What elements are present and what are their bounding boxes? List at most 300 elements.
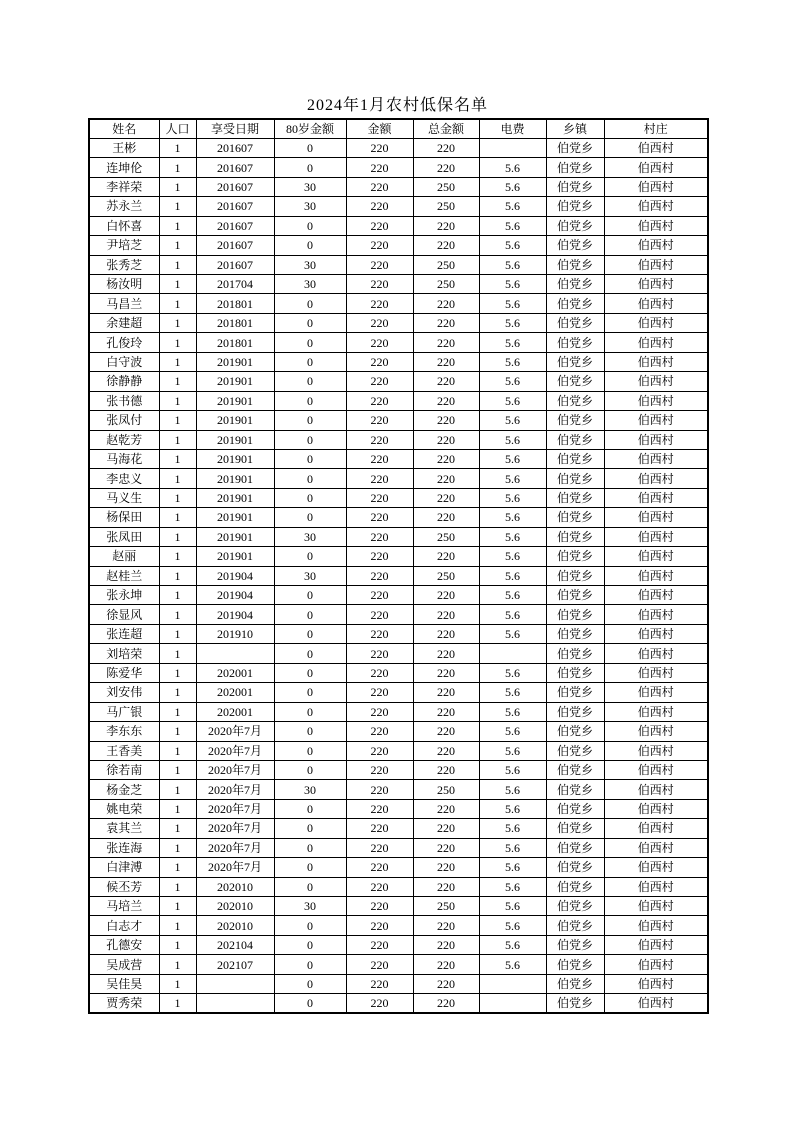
table-cell: 220 [346,352,413,371]
table-row [89,586,708,605]
table-row [89,702,708,721]
table-cell: 白守波 [89,352,159,371]
table-cell: 李祥荣 [89,177,159,196]
table-cell: 201704 [196,275,274,294]
table-cell: 220 [346,216,413,235]
column-header: 姓名 [89,119,159,138]
table-row [89,897,708,916]
table-cell: 张凤田 [89,527,159,546]
table-cell: 伯西村 [604,722,708,741]
table-cell: 陈爱华 [89,663,159,682]
table-cell: 张秀芝 [89,255,159,274]
table-cell: 伯党乡 [546,138,604,157]
table-cell: 201607 [196,177,274,196]
table-cell: 201901 [196,411,274,430]
table-cell: 0 [274,935,346,954]
table-cell: 伯党乡 [546,566,604,585]
table-cell: 伯西村 [604,488,708,507]
table-cell: 5.6 [479,333,546,352]
table-cell: 伯西村 [604,663,708,682]
table-cell: 1 [159,430,196,449]
table-cell: 5.6 [479,508,546,527]
table-cell: 220 [413,411,479,430]
table-cell: 220 [346,935,413,954]
table-cell: 250 [413,780,479,799]
table-cell: 伯西村 [604,741,708,760]
table-cell: 5.6 [479,527,546,546]
table-cell: 杨保田 [89,508,159,527]
table-cell: 5.6 [479,935,546,954]
table-row [89,449,708,468]
table-cell: 0 [274,391,346,410]
table-cell: 0 [274,955,346,974]
table-cell: 伯西村 [604,333,708,352]
table-cell: 220 [346,586,413,605]
table-cell: 220 [346,605,413,624]
table-cell: 1 [159,508,196,527]
table-cell: 刘培荣 [89,644,159,663]
table-cell: 1 [159,838,196,857]
table-cell: 0 [274,916,346,935]
table-cell: 201904 [196,566,274,585]
table-cell: 伯西村 [604,294,708,313]
table-cell: 202010 [196,877,274,896]
table-cell: 2020年7月 [196,760,274,779]
table-cell: 1 [159,994,196,1013]
table-cell: 伯西村 [604,586,708,605]
table-row [89,391,708,410]
table-cell: 伯西村 [604,449,708,468]
table-cell: 220 [346,547,413,566]
table-cell: 1 [159,586,196,605]
table-body [89,138,708,1013]
table-cell: 220 [413,838,479,857]
table-cell: 候丕芳 [89,877,159,896]
table-row [89,411,708,430]
table-cell: 5.6 [479,955,546,974]
table-row [89,722,708,741]
table-cell: 5.6 [479,605,546,624]
table-cell: 0 [274,430,346,449]
table-cell: 1 [159,644,196,663]
table-cell: 0 [274,488,346,507]
table-cell: 白志才 [89,916,159,935]
table-cell: 吴佳昊 [89,974,159,993]
table-cell: 1 [159,527,196,546]
table-cell: 伯党乡 [546,780,604,799]
table-cell: 220 [413,586,479,605]
table-cell: 赵桂兰 [89,566,159,585]
table-cell: 202001 [196,702,274,721]
table-cell: 220 [346,313,413,332]
table-cell: 220 [413,605,479,624]
table-cell: 5.6 [479,877,546,896]
table-cell: 伯西村 [604,527,708,546]
table-cell: 5.6 [479,897,546,916]
table-cell: 0 [274,508,346,527]
table-cell: 1 [159,663,196,682]
table-row [89,760,708,779]
table-cell: 1 [159,955,196,974]
table-cell: 2020年7月 [196,819,274,838]
table-cell: 201901 [196,469,274,488]
table-cell: 1 [159,216,196,235]
table-cell: 1 [159,741,196,760]
table-cell: 220 [413,974,479,993]
table-cell: 5.6 [479,624,546,643]
table-cell: 220 [346,760,413,779]
table-cell: 220 [346,391,413,410]
table-cell: 202001 [196,663,274,682]
table-cell: 0 [274,877,346,896]
table-cell: 伯党乡 [546,877,604,896]
table-cell: 伯党乡 [546,275,604,294]
table-cell: 5.6 [479,372,546,391]
table-cell: 201910 [196,624,274,643]
table-cell: 5.6 [479,566,546,585]
table-cell: 马昌兰 [89,294,159,313]
table-cell: 1 [159,488,196,507]
table-cell: 徐静静 [89,372,159,391]
table-cell: 伯党乡 [546,741,604,760]
table-cell: 伯西村 [604,624,708,643]
table-row [89,935,708,954]
table-cell: 0 [274,702,346,721]
table-cell: 伯党乡 [546,352,604,371]
table-cell: 伯党乡 [546,799,604,818]
table-cell: 5.6 [479,177,546,196]
table-cell: 伯西村 [604,819,708,838]
table-cell: 伯西村 [604,858,708,877]
table-cell: 1 [159,469,196,488]
table-row [89,313,708,332]
table-cell: 220 [346,877,413,896]
table-cell: 1 [159,197,196,216]
table-row [89,994,708,1013]
table-cell: 220 [346,683,413,702]
table-cell: 220 [413,955,479,974]
table-cell: 伯西村 [604,236,708,255]
table-cell: 5.6 [479,916,546,935]
table-cell: 伯西村 [604,799,708,818]
table-row [89,683,708,702]
table-row [89,508,708,527]
table-cell: 5.6 [479,275,546,294]
table-cell: 伯西村 [604,838,708,857]
table-row [89,352,708,371]
table-cell: 220 [413,799,479,818]
table-cell: 220 [413,702,479,721]
table-cell: 5.6 [479,722,546,741]
table-cell: 伯党乡 [546,663,604,682]
table-cell: 201607 [196,197,274,216]
table-cell: 伯党乡 [546,897,604,916]
table-cell [196,994,274,1013]
table-cell: 201901 [196,430,274,449]
table-cell: 马广银 [89,702,159,721]
table-cell: 220 [413,352,479,371]
table-cell: 0 [274,741,346,760]
table-cell: 5.6 [479,760,546,779]
table-cell: 0 [274,760,346,779]
table-cell: 0 [274,352,346,371]
table-cell: 201901 [196,352,274,371]
table-cell: 5.6 [479,663,546,682]
table-cell: 220 [413,916,479,935]
table-row [89,547,708,566]
table-cell: 0 [274,333,346,352]
table-cell [196,974,274,993]
table-row [89,138,708,157]
table-row [89,216,708,235]
table-cell: 1 [159,547,196,566]
table-cell: 1 [159,255,196,274]
table-row [89,955,708,974]
table-cell: 伯党乡 [546,819,604,838]
table-cell: 李忠义 [89,469,159,488]
table-row [89,430,708,449]
table-cell: 伯党乡 [546,644,604,663]
table-cell: 1 [159,605,196,624]
table-cell: 1 [159,158,196,177]
table-cell: 220 [413,469,479,488]
table-cell: 伯西村 [604,702,708,721]
table-cell: 220 [346,955,413,974]
table-cell: 201901 [196,547,274,566]
table-cell: 30 [274,197,346,216]
table-cell: 伯党乡 [546,916,604,935]
table-cell: 1 [159,411,196,430]
table-cell: 1 [159,702,196,721]
table-cell: 5.6 [479,780,546,799]
table-cell: 201901 [196,488,274,507]
table-cell: 伯西村 [604,177,708,196]
table-cell: 伯党乡 [546,508,604,527]
table-cell: 2020年7月 [196,741,274,760]
table-cell: 2020年7月 [196,838,274,857]
table-cell: 220 [413,722,479,741]
table-cell: 5.6 [479,411,546,430]
table-cell: 201901 [196,449,274,468]
table-cell: 伯党乡 [546,294,604,313]
table-cell: 张凤付 [89,411,159,430]
table-cell: 贾秀荣 [89,994,159,1013]
table-cell: 220 [346,469,413,488]
table-cell: 伯党乡 [546,760,604,779]
table-cell: 伯党乡 [546,488,604,507]
table-cell: 5.6 [479,838,546,857]
table-cell: 0 [274,624,346,643]
table-cell: 姚电荣 [89,799,159,818]
table-cell: 220 [346,138,413,157]
table-cell: 0 [274,469,346,488]
table-cell: 伯西村 [604,372,708,391]
table-cell: 220 [413,683,479,702]
table-cell: 5.6 [479,741,546,760]
table-row [89,799,708,818]
table-cell: 张连海 [89,838,159,857]
table-cell: 220 [413,508,479,527]
table-cell: 220 [346,838,413,857]
table-cell: 伯党乡 [546,586,604,605]
table-cell: 伯西村 [604,255,708,274]
table-cell: 220 [413,488,479,507]
table-cell: 220 [346,916,413,935]
table-cell: 马海花 [89,449,159,468]
table-cell: 30 [274,566,346,585]
table-cell: 伯党乡 [546,158,604,177]
table-row [89,741,708,760]
table-cell: 1 [159,760,196,779]
table-cell: 伯西村 [604,877,708,896]
table-cell: 杨汝明 [89,275,159,294]
table-cell: 伯西村 [604,566,708,585]
table-cell: 5.6 [479,430,546,449]
column-header: 村庄 [604,119,708,138]
table-cell: 1 [159,722,196,741]
table-cell: 1 [159,780,196,799]
table-cell: 伯党乡 [546,547,604,566]
table-cell: 220 [346,411,413,430]
table-cell: 伯党乡 [546,411,604,430]
table-cell: 0 [274,372,346,391]
table-cell: 30 [274,275,346,294]
table-cell: 220 [346,527,413,546]
table-cell: 220 [413,294,479,313]
table-cell: 王彬 [89,138,159,157]
table-cell: 1 [159,799,196,818]
table-cell: 0 [274,605,346,624]
table-row [89,624,708,643]
table-cell: 0 [274,858,346,877]
table-row [89,255,708,274]
table-container [88,118,707,1014]
column-header: 享受日期 [196,119,274,138]
table-cell: 0 [274,313,346,332]
table-cell: 220 [413,760,479,779]
table-cell: 202010 [196,916,274,935]
table-cell: 伯西村 [604,780,708,799]
table-cell: 220 [413,449,479,468]
table-cell: 30 [274,897,346,916]
table-cell: 220 [346,702,413,721]
table-cell: 0 [274,819,346,838]
table-cell: 伯西村 [604,469,708,488]
table-cell: 赵乾芳 [89,430,159,449]
table-cell: 220 [346,644,413,663]
table-cell: 伯党乡 [546,605,604,624]
table-cell: 220 [346,722,413,741]
table-cell: 5.6 [479,158,546,177]
table-cell: 250 [413,527,479,546]
table-cell: 220 [346,780,413,799]
table-row [89,838,708,857]
table-cell: 0 [274,974,346,993]
table-cell: 220 [346,197,413,216]
table-cell: 1 [159,177,196,196]
table-cell: 0 [274,236,346,255]
table-cell: 1 [159,877,196,896]
table-cell: 1 [159,333,196,352]
table-cell: 30 [274,780,346,799]
table-cell: 202104 [196,935,274,954]
table-cell: 伯党乡 [546,974,604,993]
table-cell: 220 [413,391,479,410]
table-cell: 伯党乡 [546,177,604,196]
table-cell: 伯西村 [604,760,708,779]
table-cell: 1 [159,236,196,255]
table-cell: 伯党乡 [546,722,604,741]
table-cell: 220 [346,624,413,643]
table-cell: 吴成营 [89,955,159,974]
table-cell: 张连超 [89,624,159,643]
table-cell: 伯党乡 [546,430,604,449]
table-cell: 0 [274,294,346,313]
table-cell: 220 [413,547,479,566]
table-cell [479,994,546,1013]
table-cell: 1 [159,566,196,585]
table-cell: 伯党乡 [546,333,604,352]
table-cell: 伯党乡 [546,994,604,1013]
table-cell: 伯西村 [604,352,708,371]
table-cell: 伯党乡 [546,955,604,974]
table-cell: 伯西村 [604,916,708,935]
table-row [89,877,708,896]
table-cell: 30 [274,177,346,196]
table-row [89,294,708,313]
table-cell: 伯党乡 [546,372,604,391]
table-cell: 5.6 [479,236,546,255]
table-cell: 伯西村 [604,994,708,1013]
table-cell: 尹培芝 [89,236,159,255]
table-row [89,372,708,391]
column-header: 总金额 [413,119,479,138]
table-cell: 5.6 [479,294,546,313]
table-cell: 220 [346,333,413,352]
table-cell: 1 [159,916,196,935]
table-cell: 伯党乡 [546,702,604,721]
table-cell: 220 [346,663,413,682]
table-cell: 220 [413,663,479,682]
table-cell: 伯党乡 [546,449,604,468]
table-cell: 201901 [196,391,274,410]
table-cell: 220 [346,566,413,585]
table-cell: 伯西村 [604,605,708,624]
table-cell: 220 [413,877,479,896]
table-cell: 201901 [196,372,274,391]
table-cell: 30 [274,255,346,274]
table-cell: 250 [413,566,479,585]
table-cell: 1 [159,352,196,371]
table-cell: 201801 [196,294,274,313]
table-cell: 201607 [196,138,274,157]
table-cell: 5.6 [479,683,546,702]
table-cell: 5.6 [479,216,546,235]
table-header-row [89,119,708,138]
table-cell: 伯党乡 [546,313,604,332]
table-cell: 伯西村 [604,955,708,974]
welfare-roster-table [88,118,709,1014]
table-row [89,974,708,993]
table-cell: 220 [413,994,479,1013]
table-cell: 250 [413,275,479,294]
table-cell: 杨金芝 [89,780,159,799]
table-cell: 220 [346,236,413,255]
table-cell: 孔俊玲 [89,333,159,352]
table-cell: 202107 [196,955,274,974]
table-row [89,780,708,799]
column-header: 乡镇 [546,119,604,138]
